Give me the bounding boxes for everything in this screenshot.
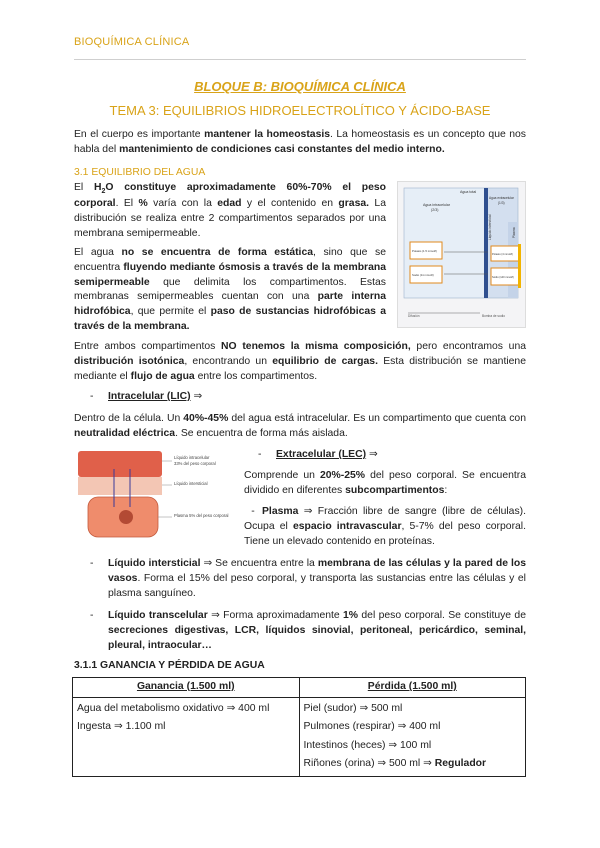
lec-heading: Extracelular (LEC) ⇒ [276,449,378,460]
water-balance-table [72,677,526,777]
section-heading-3-1: 3.1 EQUILIBRIO DEL AGUA [74,167,206,178]
ganancia-item: Agua del metabolismo oxidativo ⇒ 400 ml [77,702,270,714]
ganancia-item: Ingesta ⇒ 1.100 ml [77,721,166,733]
table-header-ganancia: Ganancia (1.500 ml) [73,678,300,698]
cell-illustration [74,447,238,543]
label-potasio-right: Potasio (4 mmol/l) [492,253,513,256]
pump-bar [518,244,521,288]
ganancia-cell [73,697,300,776]
label-agua-extra-pct: (1/3) [498,201,505,205]
header-divider [74,59,526,60]
water-paragraph-1: El $H_2O$ constituye aproximadamente 60%-70% el peso corporal. El % varía con la edad y el contenido en grasa. La distribución se realiza entre 2 compartimentos separados por una membrana semipermeable. [74,182,386,239]
fig2-caption-2: 33% del peso corporal [174,461,216,466]
fig2-caption-4: Plasma 5% del peso corporal [174,513,229,518]
plasma-paragraph: - Plasma ⇒ Fracción libre de sangre (libre de células). Ocupa el espacio intravascular, 5-7% del peso corporal. Tiene un elevado contenido en proteínas. [244,506,526,547]
interstitial-paragraph: Líquido intersticial ⇒ Se encuentra entre la membrana de las células y la pared de los vasos. Forma el 15% del peso corporal, y transporta las sustancias entre las células y el plasma sanguíneo. [108,558,526,599]
label-agua-intra: Agua intracelular [423,203,450,207]
table-header-perdida: Pérdida (1.500 ml) [299,678,526,698]
label-potasio: Potasio (1.5 mmol/l) [412,249,437,253]
label-agua-total: Agua total [460,190,477,194]
perdida-item: Intestinos (heces) ⇒ 100 ml [303,739,432,751]
label-plasma: Plasma [512,227,516,238]
bullet-dash-lt: - [90,610,94,621]
capillary-band [78,451,162,477]
perdida-item: Pulmones (respirar) ⇒ 400 ml [303,721,441,733]
interstitial-band [78,477,162,495]
course-header: BIOQUÍMICA CLÍNICA [74,36,190,48]
lic-paragraph: Dentro de la célula. Un 40%-45% del agua está intracelular. Es un compartimento que cuenta con neutralidad eléctrica. Se encuentra de forma más aislada. [74,413,526,439]
label-sodio-right: Sodio (140 mmol/l) [492,276,514,279]
perdida-cell [299,697,526,776]
water-paragraph-3: Entre ambos compartimentos NO tenemos la misma composición, pero encontramos una distribución isotónica, encontrando un equilibrio de cargas. Esta distribución se mantiene mediante el flujo de agua entre los compartimentos. [74,341,527,382]
fig2-caption-1: Líquido intracelular [174,455,210,460]
transcellular-paragraph: Líquido transcelular ⇒ Forma aproximadamente 1% del peso corporal. Se constituye de secreciones digestivas, LCR, líquidos sinovial, peritoneal, pericárdico, seminal, pleural, intraocular… [108,610,526,651]
fig2-caption-3: Líquido intersticial [174,481,208,486]
lic-heading: Intracelular (LIC) ⇒ [108,391,203,402]
intro-paragraph: En el cuerpo es importante mantener la homeostasis. La homeostasis es un concepto que nos habla del mantenimiento de condiciones casi constantes del medio interno. [74,129,526,155]
cell-nucleus [119,510,133,524]
bullet-dash-lec: - [258,449,262,460]
water-paragraph-2: El agua no se encuentra de forma estática, sino que se encuentra fluyendo mediante ósmosis a través de la membrana semipermeable que delimita los compartimentos. Estas membranas semipermeables cuentan con una parte interna hidrofóbica, que permite el paso de sustancias hidrofóbicas a través de la membrana. [74,247,387,332]
section-heading-3-1-1: 3.1.1 GANANCIA Y PÉRDIDA DE AGUA [74,660,265,671]
lec-paragraph: Comprende un 20%-25% del peso corporal. Se encuentra dividido en diferentes subcompartimentos: [244,470,527,496]
block-title: BLOQUE B: BIOQUÍMICA CLÍNICA [194,79,406,94]
label-sodio-left: Sodio (11 mmol/l) [412,273,434,277]
fluid-compartments-illustration [74,447,238,543]
perdida-item: Riñones (orina) ⇒ 500 ml ⇒ Regulador [303,758,487,770]
legend-bomba: Bomba de sodio [482,314,506,318]
label-intersticial: Líquido intersticial [488,214,492,240]
perdida-item: Piel (sudor) ⇒ 500 ml [303,702,403,714]
bullet-dash-li: - [90,558,94,569]
water-compartments-figure [397,181,526,328]
bullet-dash-lic: - [90,391,94,402]
legend-difusion: Difusión [408,314,420,318]
tema-title: TEMA 3: EQUILIBRIOS HIDROELECTROLÍTICO Y ÁCIDO-BASE [109,103,491,118]
label-agua-extra: Agua extracelular [489,196,514,200]
label-agua-intra-pct: (2/3) [431,208,439,212]
compartments-diagram [398,182,525,327]
membrane-bar [484,188,488,298]
